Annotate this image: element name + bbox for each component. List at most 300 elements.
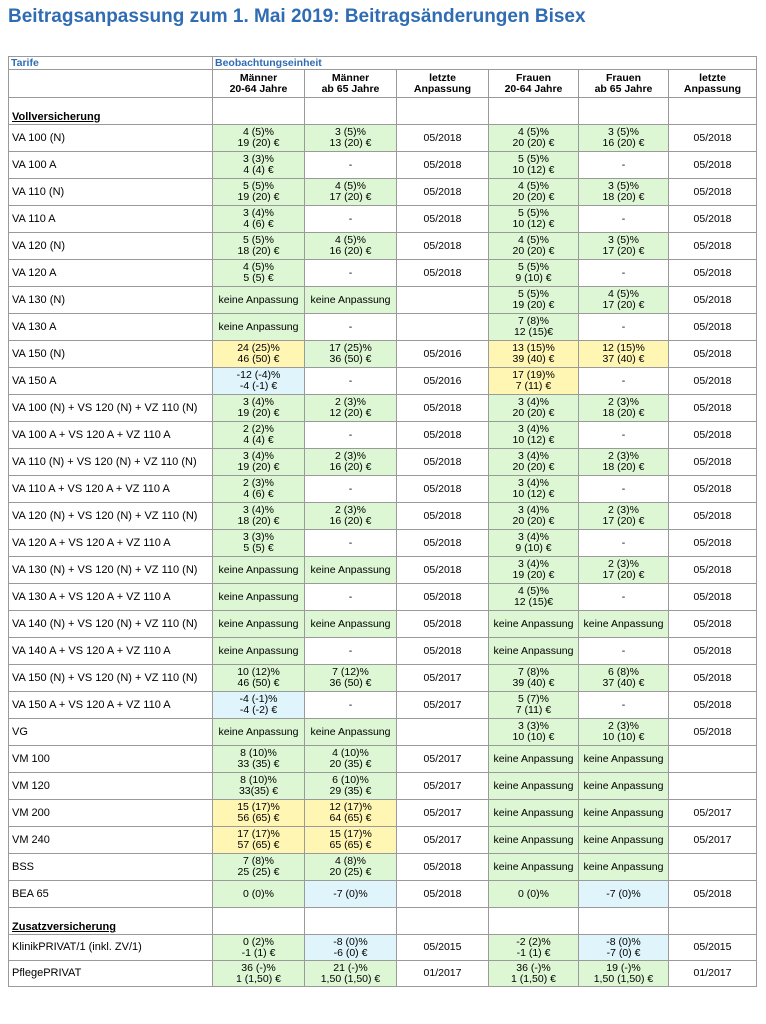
cell-line-2: 16 (20) € <box>329 515 372 527</box>
cell-letzte-anpassung-m <box>397 503 489 530</box>
cell-frauen-ab-65 <box>579 961 669 987</box>
cell-line-1: 7 (12)% <box>332 666 369 678</box>
cell-maenner-ab-65 <box>305 935 397 961</box>
cell-frauen-ab-65 <box>579 584 669 611</box>
cell-frauen-ab-65 <box>579 557 669 584</box>
tarif-name: VA 150 (N) + VS 120 (N) + VZ 110 (N) <box>9 665 213 692</box>
cell-line-2: 10 (10) € <box>512 731 555 743</box>
cell-line-1: 3 (4)% <box>243 450 274 462</box>
cell-line-1: 01/2017 <box>423 967 462 979</box>
cell-line-1: 4 (5)% <box>335 180 366 192</box>
cell-line-2: 64 (65) € <box>329 812 372 824</box>
cell-letzte-anpassung-m <box>397 449 489 476</box>
cell-line-1: 05/2018 <box>423 428 462 441</box>
cell-letzte-anpassung-f <box>669 503 757 530</box>
cell-maenner-ab-65 <box>305 152 397 179</box>
cell-frauen-ab-65 <box>579 233 669 260</box>
cell-letzte-anpassung-m <box>397 287 489 314</box>
cell-line-1: - <box>621 698 626 711</box>
cell-line-1: 05/2018 <box>423 536 462 549</box>
cell-frauen-ab-65 <box>579 422 669 449</box>
cell-line-1: 4 (5)% <box>518 126 549 138</box>
cell-line-2: 39 (40) € <box>512 353 555 365</box>
cell-maenner-20-64 <box>213 961 305 987</box>
cell-frauen-20-64 <box>489 827 579 854</box>
tarif-name: VM 240 <box>9 827 213 854</box>
cell-line-1: 5 (5)% <box>243 180 274 192</box>
cell-maenner-20-64 <box>213 881 305 908</box>
table-row <box>9 827 757 854</box>
cell-line-1: 05/2018 <box>693 617 732 630</box>
table-row <box>9 665 757 692</box>
cell-maenner-ab-65 <box>305 314 397 341</box>
cell-line-1: 3 (5)% <box>335 126 366 138</box>
cell-line-2: 4 (4) € <box>243 164 274 176</box>
table-row <box>9 638 757 665</box>
cell-line-2: 16 (20) € <box>329 245 372 257</box>
cell-line-1: 05/2018 <box>693 212 732 225</box>
cell-letzte-anpassung-m <box>397 638 489 665</box>
cell-line-1: 05/2018 <box>693 644 732 657</box>
cell-frauen-ab-65 <box>579 881 669 908</box>
cell-line-2: 1 (1,50) € <box>236 972 281 985</box>
cell-letzte-anpassung-m <box>397 260 489 287</box>
cell-line-1: 2 (3)% <box>608 504 639 516</box>
cell-line-1: 05/2017 <box>423 833 462 846</box>
cell-letzte-anpassung-f <box>669 584 757 611</box>
section-empty-cell <box>397 908 489 935</box>
cell-line-1: 17 (25)% <box>329 342 372 354</box>
tarif-name: BEA 65 <box>9 881 213 908</box>
cell-line-2: 19 (20) € <box>512 299 555 311</box>
cell-line-1: 05/2018 <box>693 590 732 603</box>
cell-line-1: 2 (3)% <box>335 396 366 408</box>
cell-line-1: 05/2018 <box>693 563 732 576</box>
cell-maenner-ab-65 <box>305 773 397 800</box>
table-row <box>9 368 757 395</box>
tarif-name: VA 110 A + VS 120 A + VZ 110 A <box>9 476 213 503</box>
cell-line-1: 3 (4)% <box>243 207 274 219</box>
cell-line-1: keine Anpassung <box>310 293 391 306</box>
cell-line-1: keine Anpassung <box>493 806 574 819</box>
cell-line-1: keine Anpassung <box>218 563 299 576</box>
cell-line-1: 05/2016 <box>423 347 462 360</box>
cell-line-2: 46 (50) € <box>237 677 280 689</box>
beitrags-table <box>8 56 757 987</box>
cell-line-1: keine Anpassung <box>583 806 664 819</box>
cell-line-2: 4 (6) € <box>243 488 274 500</box>
cell-frauen-20-64 <box>489 557 579 584</box>
tarif-name: KlinikPRIVAT/1 (inkl. ZV/1) <box>9 935 213 961</box>
header-row-columns <box>9 70 757 98</box>
cell-line-2: 20 (25) € <box>329 866 372 878</box>
tarif-name: VA 110 A <box>9 206 213 233</box>
cell-frauen-20-64 <box>489 800 579 827</box>
cell-maenner-20-64 <box>213 179 305 206</box>
tarif-name: VA 130 A + VS 120 A + VZ 110 A <box>9 584 213 611</box>
cell-line-2: 57 (65) € <box>237 839 280 851</box>
cell-line-1: 01/2017 <box>693 967 732 979</box>
cell-line-1: keine Anpassung <box>218 590 299 603</box>
table-row <box>9 935 757 961</box>
cell-frauen-ab-65 <box>579 692 669 719</box>
tarif-name: VM 100 <box>9 746 213 773</box>
cell-line-1: - <box>621 536 626 549</box>
cell-maenner-20-64 <box>213 800 305 827</box>
cell-line-1: 05/2018 <box>423 563 462 576</box>
cell-maenner-20-64 <box>213 449 305 476</box>
cell-line-2: 25 (25) € <box>237 866 280 878</box>
table-row <box>9 530 757 557</box>
cell-frauen-ab-65 <box>579 260 669 287</box>
cell-letzte-anpassung-f <box>669 665 757 692</box>
tarif-name: VA 130 (N) + VS 120 (N) + VZ 110 (N) <box>9 557 213 584</box>
tarif-name: VA 150 A <box>9 368 213 395</box>
cell-line-2: 10 (10) € <box>602 731 645 743</box>
cell-letzte-anpassung-m <box>397 530 489 557</box>
cell-line-1: keine Anpassung <box>583 752 664 765</box>
cell-line-1: 05/2018 <box>693 509 732 522</box>
cell-line-2: 12 (15)€ <box>513 596 554 608</box>
cell-frauen-20-64 <box>489 395 579 422</box>
cell-maenner-20-64 <box>213 152 305 179</box>
cell-line-2: 17 (20) € <box>602 569 645 581</box>
cell-line-2: 16 (20) € <box>602 137 645 149</box>
cell-line-1: 3 (5)% <box>608 126 639 138</box>
cell-line-1: 19 (-)% <box>606 961 641 974</box>
tarif-name: VA 120 A + VS 120 A + VZ 110 A <box>9 530 213 557</box>
cell-line-1: 2 (3)% <box>335 504 366 516</box>
cell-maenner-20-64 <box>213 341 305 368</box>
cell-letzte-anpassung-f <box>669 881 757 908</box>
table-row <box>9 341 757 368</box>
cell-letzte-anpassung-f <box>669 260 757 287</box>
table-row <box>9 692 757 719</box>
cell-line-1: 4 (10)% <box>332 747 369 759</box>
cell-maenner-ab-65 <box>305 719 397 746</box>
cell-letzte-anpassung-m <box>397 152 489 179</box>
cell-frauen-ab-65 <box>579 287 669 314</box>
cell-line-1: keine Anpassung <box>218 320 299 333</box>
cell-maenner-ab-65 <box>305 665 397 692</box>
cell-line-1: 05/2017 <box>423 698 462 711</box>
cell-line-1: - <box>621 482 626 495</box>
cell-maenner-20-64 <box>213 746 305 773</box>
cell-line-2: 37 (40) € <box>602 677 645 689</box>
tarif-name: VA 100 (N) <box>9 125 213 152</box>
cell-line-1: - <box>348 212 353 225</box>
cell-maenner-ab-65 <box>305 341 397 368</box>
cell-line-2: 17 (20) € <box>602 299 645 311</box>
cell-line-1: 05/2018 <box>423 482 462 495</box>
cell-line-2: 19 (20) € <box>237 407 280 419</box>
cell-frauen-ab-65 <box>579 314 669 341</box>
cell-line-1: 2 (3)% <box>335 450 366 462</box>
cell-line-1: keine Anpassung <box>493 617 574 630</box>
header-frauen-20-64: Frauen 20-64 Jahre <box>489 70 579 98</box>
table-row <box>9 503 757 530</box>
cell-line-1: 05/2018 <box>693 239 732 252</box>
cell-letzte-anpassung-f <box>669 530 757 557</box>
table-row <box>9 260 757 287</box>
cell-line-1: - <box>348 590 353 603</box>
cell-line-1: 05/2018 <box>693 266 732 279</box>
cell-frauen-ab-65 <box>579 773 669 800</box>
cell-frauen-20-64 <box>489 692 579 719</box>
tarif-name: VA 120 (N) + VS 120 (N) + VZ 110 (N) <box>9 503 213 530</box>
cell-letzte-anpassung-f <box>669 476 757 503</box>
cell-line-2: 1 (1,50) € <box>511 972 556 985</box>
cell-line-1: 2 (3)% <box>608 720 639 732</box>
cell-letzte-anpassung-f <box>669 611 757 638</box>
cell-letzte-anpassung-f <box>669 341 757 368</box>
cell-frauen-ab-65 <box>579 800 669 827</box>
cell-line-2: -7 (0) € <box>606 946 641 959</box>
cell-frauen-20-64 <box>489 665 579 692</box>
cell-line-2: 20 (20) € <box>512 515 555 527</box>
cell-letzte-anpassung-f <box>669 287 757 314</box>
cell-maenner-ab-65 <box>305 557 397 584</box>
tarif-name: VM 200 <box>9 800 213 827</box>
tarif-name: VA 120 A <box>9 260 213 287</box>
cell-letzte-anpassung-f <box>669 206 757 233</box>
cell-line-2: -6 (0) € <box>333 946 368 959</box>
cell-line-1: keine Anpassung <box>218 293 299 306</box>
cell-line-1: keine Anpassung <box>218 644 299 657</box>
cell-line-2: 18 (20) € <box>237 245 280 257</box>
section-empty-cell <box>579 908 669 935</box>
cell-line-1: -12 (-4)% <box>236 369 281 381</box>
cell-line-1: 2 (3)% <box>243 477 274 489</box>
cell-line-1: 05/2017 <box>693 806 732 819</box>
cell-line-1: 05/2018 <box>693 698 732 711</box>
cell-maenner-ab-65 <box>305 287 397 314</box>
cell-line-1: 2 (3)% <box>608 558 639 570</box>
cell-line-1: 4 (5)% <box>518 234 549 246</box>
cell-line-1: 05/2018 <box>693 131 732 144</box>
cell-line-1: keine Anpassung <box>310 563 391 576</box>
cell-line-2: 7 (11) € <box>515 380 552 392</box>
cell-letzte-anpassung-m <box>397 125 489 152</box>
table-row <box>9 557 757 584</box>
cell-maenner-ab-65 <box>305 503 397 530</box>
section-title: Vollversicherung <box>9 98 213 125</box>
cell-maenner-20-64 <box>213 611 305 638</box>
cell-frauen-20-64 <box>489 260 579 287</box>
cell-letzte-anpassung-m <box>397 395 489 422</box>
cell-letzte-anpassung-m <box>397 692 489 719</box>
cell-line-2: -4 (-2) € <box>239 704 278 716</box>
cell-letzte-anpassung-m <box>397 368 489 395</box>
cell-line-2: 36 (50) € <box>329 677 372 689</box>
section-empty-cell <box>305 98 397 125</box>
header-maenner-ab-65: Männer ab 65 Jahre <box>305 70 397 98</box>
cell-frauen-ab-65 <box>579 854 669 881</box>
cell-letzte-anpassung-m <box>397 746 489 773</box>
cell-line-2: 4 (4) € <box>243 434 274 446</box>
cell-line-1: 05/2018 <box>693 347 732 360</box>
table-row <box>9 476 757 503</box>
cell-letzte-anpassung-f <box>669 719 757 746</box>
cell-frauen-ab-65 <box>579 341 669 368</box>
cell-line-1: 05/2017 <box>693 833 732 846</box>
cell-letzte-anpassung-m <box>397 719 489 746</box>
cell-line-2: -1 (1) € <box>241 946 276 959</box>
cell-line-1: 05/2017 <box>423 806 462 819</box>
cell-letzte-anpassung-m <box>397 881 489 908</box>
cell-line-1: 8 (10)% <box>240 747 277 759</box>
header-empty-cell <box>9 70 213 98</box>
cell-frauen-20-64 <box>489 368 579 395</box>
cell-maenner-ab-65 <box>305 584 397 611</box>
cell-line-1: 12 (17)% <box>329 801 372 813</box>
cell-line-1: - <box>621 590 626 603</box>
cell-frauen-ab-65 <box>579 827 669 854</box>
section-empty-cell <box>489 908 579 935</box>
cell-line-2: 5 (5) € <box>243 542 274 554</box>
cell-frauen-ab-65 <box>579 935 669 961</box>
cell-maenner-20-64 <box>213 827 305 854</box>
cell-line-1: 7 (8)% <box>518 315 549 327</box>
cell-line-1: 4 (5)% <box>243 261 274 273</box>
section-empty-cell <box>213 98 305 125</box>
tarif-name: VA 140 A + VS 120 A + VZ 110 A <box>9 638 213 665</box>
cell-line-1: 3 (5)% <box>608 180 639 192</box>
cell-line-1: 05/2018 <box>423 860 462 873</box>
cell-line-2: 19 (20) € <box>237 191 280 203</box>
cell-line-1: 05/2018 <box>693 482 732 495</box>
cell-line-1: 05/2018 <box>693 401 732 414</box>
table-row <box>9 233 757 260</box>
cell-maenner-20-64 <box>213 395 305 422</box>
cell-maenner-20-64 <box>213 287 305 314</box>
cell-line-1: 05/2018 <box>693 374 732 387</box>
section-empty-cell <box>305 908 397 935</box>
cell-line-1: - <box>348 482 353 495</box>
table-row <box>9 773 757 800</box>
cell-letzte-anpassung-f <box>669 233 757 260</box>
cell-line-1: 13 (15)% <box>512 342 555 354</box>
cell-line-1: - <box>348 428 353 441</box>
cell-maenner-20-64 <box>213 557 305 584</box>
cell-letzte-anpassung-f <box>669 827 757 854</box>
table-row <box>9 746 757 773</box>
cell-line-2: 20 (20) € <box>512 191 555 203</box>
cell-line-1: 7 (8)% <box>243 855 274 867</box>
cell-frauen-20-64 <box>489 638 579 665</box>
cell-line-1: 3 (4)% <box>518 558 549 570</box>
cell-line-1: 3 (4)% <box>518 477 549 489</box>
table-row <box>9 125 757 152</box>
cell-frauen-ab-65 <box>579 503 669 530</box>
cell-line-1: 05/2018 <box>693 887 732 900</box>
cell-letzte-anpassung-m <box>397 557 489 584</box>
tarif-name: VA 130 A <box>9 314 213 341</box>
cell-maenner-20-64 <box>213 638 305 665</box>
cell-maenner-ab-65 <box>305 961 397 987</box>
cell-line-1: 05/2018 <box>693 536 732 549</box>
cell-line-1: 0 (2)% <box>243 935 274 948</box>
cell-maenner-20-64 <box>213 422 305 449</box>
table-row <box>9 854 757 881</box>
cell-letzte-anpassung-f <box>669 800 757 827</box>
cell-frauen-20-64 <box>489 854 579 881</box>
cell-line-1: keine Anpassung <box>583 617 664 630</box>
cell-line-1: 5 (5)% <box>518 288 549 300</box>
section-row <box>9 908 757 935</box>
cell-letzte-anpassung-m <box>397 476 489 503</box>
cell-line-1: - <box>348 698 353 711</box>
cell-line-2: 18 (20) € <box>237 515 280 527</box>
cell-line-1: 5 (5)% <box>243 234 274 246</box>
cell-line-2: 19 (20) € <box>512 569 555 581</box>
cell-maenner-20-64 <box>213 368 305 395</box>
cell-line-1: 15 (17)% <box>237 801 280 813</box>
cell-line-1: 05/2017 <box>423 671 462 684</box>
cell-line-1: keine Anpassung <box>493 860 574 873</box>
section-empty-cell <box>669 98 757 125</box>
cell-line-1: 36 (-)% <box>241 961 276 974</box>
cell-line-2: 37 (40) € <box>602 353 645 365</box>
cell-line-1: 24 (25)% <box>237 342 280 354</box>
cell-line-1: -8 (0)% <box>333 935 368 948</box>
table-row <box>9 395 757 422</box>
cell-line-1: keine Anpassung <box>493 644 574 657</box>
cell-maenner-20-64 <box>213 935 305 961</box>
table-row <box>9 449 757 476</box>
cell-line-1: - <box>621 428 626 441</box>
cell-line-1: keine Anpassung <box>310 617 391 630</box>
cell-letzte-anpassung-f <box>669 961 757 987</box>
cell-line-1: 05/2018 <box>423 185 462 198</box>
cell-line-2: 18 (20) € <box>602 191 645 203</box>
cell-line-1: 05/2018 <box>423 131 462 144</box>
cell-letzte-anpassung-m <box>397 800 489 827</box>
cell-maenner-ab-65 <box>305 125 397 152</box>
cell-frauen-20-64 <box>489 287 579 314</box>
tarif-name: VG <box>9 719 213 746</box>
table-row <box>9 206 757 233</box>
cell-line-2: 17 (20) € <box>329 191 372 203</box>
tarif-name: VM 120 <box>9 773 213 800</box>
cell-maenner-ab-65 <box>305 260 397 287</box>
cell-line-2: 10 (12) € <box>512 218 555 230</box>
cell-letzte-anpassung-m <box>397 206 489 233</box>
cell-line-1: keine Anpassung <box>583 779 664 792</box>
table-row <box>9 881 757 908</box>
cell-line-1: 12 (15)% <box>602 342 645 354</box>
cell-maenner-ab-65 <box>305 638 397 665</box>
cell-line-2: 39 (40) € <box>512 677 555 689</box>
cell-line-1: 4 (5)% <box>518 180 549 192</box>
cell-line-2: 12 (20) € <box>329 407 372 419</box>
cell-line-1: - <box>621 158 626 171</box>
cell-letzte-anpassung-f <box>669 449 757 476</box>
cell-frauen-20-64 <box>489 881 579 908</box>
cell-line-1: 05/2018 <box>423 887 462 900</box>
cell-line-1: 2 (3)% <box>608 396 639 408</box>
cell-line-2: 5 (5) € <box>243 272 274 284</box>
cell-maenner-20-64 <box>213 314 305 341</box>
section-empty-cell <box>669 908 757 935</box>
header-maenner-20-64: Männer 20-64 Jahre <box>213 70 305 98</box>
cell-line-2: 20 (20) € <box>512 407 555 419</box>
cell-letzte-anpassung-m <box>397 233 489 260</box>
cell-line-1: 05/2017 <box>423 779 462 792</box>
table-row <box>9 422 757 449</box>
cell-letzte-anpassung-m <box>397 584 489 611</box>
cell-frauen-20-64 <box>489 449 579 476</box>
